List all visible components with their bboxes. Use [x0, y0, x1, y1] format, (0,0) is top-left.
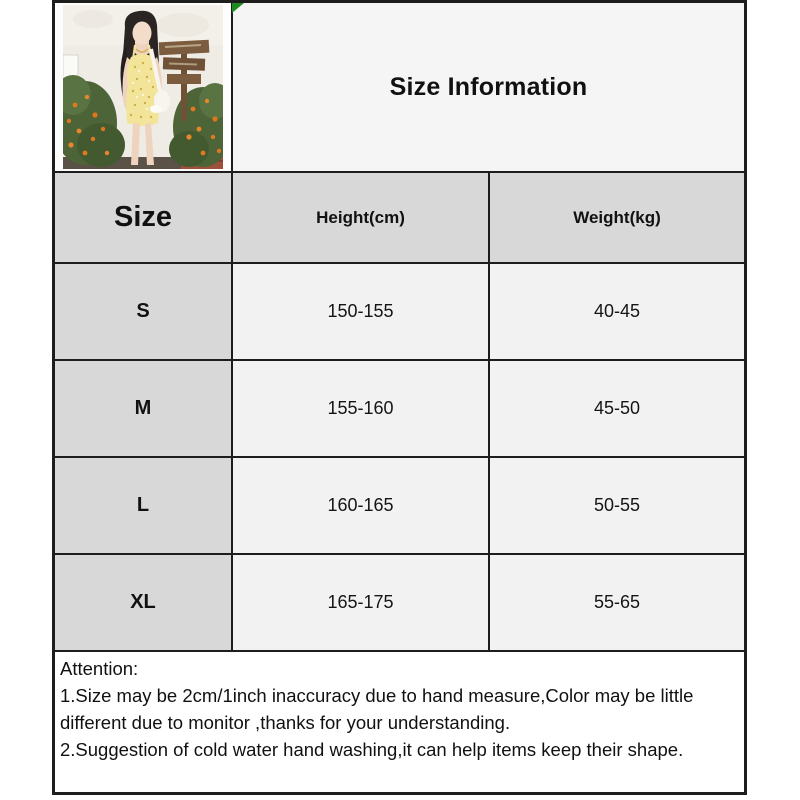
top-row	[55, 3, 744, 173]
size-label: XL	[55, 555, 233, 650]
page-title: Size Information	[389, 72, 588, 101]
column-header-height: Height(cm)	[233, 173, 490, 262]
height-value: 160-165	[233, 458, 490, 553]
height-value: 150-155	[233, 264, 490, 359]
table-row-s	[55, 264, 744, 361]
table-row-l	[55, 458, 744, 555]
height-value: 165-175	[233, 555, 490, 650]
size-label: L	[55, 458, 233, 553]
column-header-size: Size	[55, 173, 233, 262]
product-photo-cell	[55, 3, 233, 171]
size-label: M	[55, 361, 233, 456]
table-row-m	[55, 361, 744, 458]
height-value: 155-160	[233, 361, 490, 456]
attention-note	[55, 652, 744, 792]
size-label: S	[55, 264, 233, 359]
product-photo-image	[63, 5, 223, 169]
weight-value: 50-55	[490, 458, 744, 553]
table-header-row	[55, 173, 744, 264]
table-row-xl	[55, 555, 744, 652]
attention-title: Attention:	[60, 658, 139, 679]
title-cell	[233, 3, 744, 171]
weight-value: 45-50	[490, 361, 744, 456]
weight-value: 55-65	[490, 555, 744, 650]
size-information-sheet	[52, 0, 747, 795]
column-header-weight: Weight(kg)	[490, 173, 744, 262]
attention-line-3: 2.Suggestion of cold water hand washing,it can help items keep their shape.	[60, 739, 684, 760]
green-corner-marker	[232, 3, 244, 13]
attention-line-1: 1.Size may be 2cm/1inch inaccuracy due to hand measure,Color may be little	[60, 685, 694, 706]
attention-line-2: different due to monitor ,thanks for your understanding.	[60, 712, 511, 733]
weight-value: 40-45	[490, 264, 744, 359]
